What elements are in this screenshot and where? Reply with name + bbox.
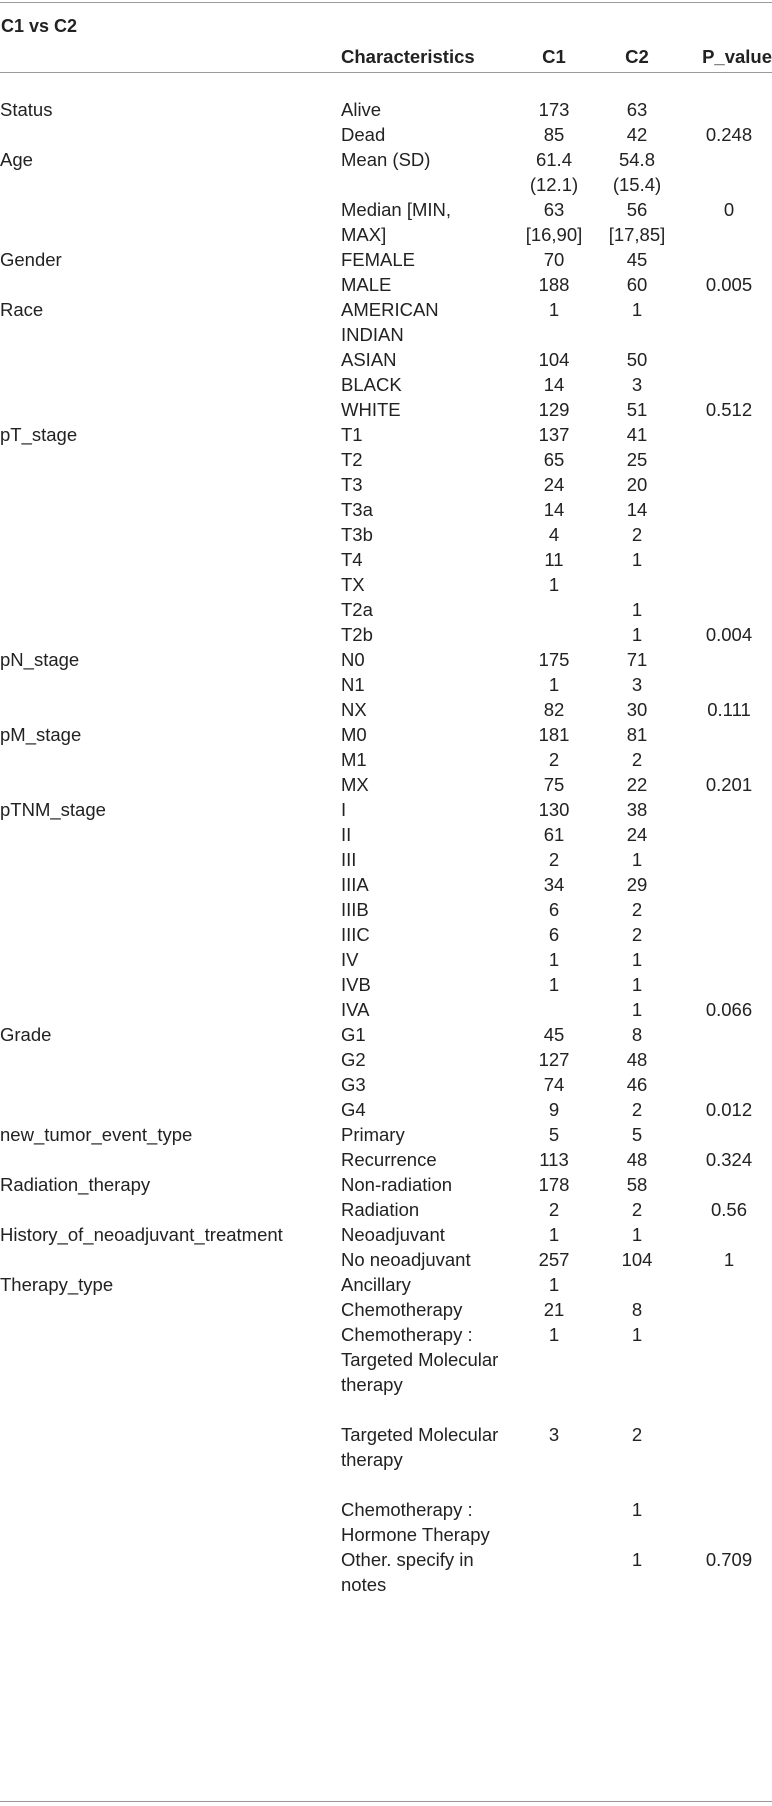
row-c2-value: 20 bbox=[626, 474, 648, 495]
row-c1-value: 82 bbox=[543, 699, 565, 720]
row-c2-value: 1 bbox=[631, 599, 643, 620]
row-c2-value: 38 bbox=[626, 799, 648, 820]
row-c1-value: 104 bbox=[538, 349, 570, 370]
row-c2-value: 3 bbox=[631, 374, 643, 395]
row-category: Targeted Molecular therapy bbox=[341, 1424, 499, 1470]
row-characteristic: Therapy_type bbox=[0, 1274, 114, 1295]
header-c1: C1 bbox=[542, 46, 566, 67]
table-row bbox=[0, 847, 772, 872]
row-c1-value: 1 bbox=[548, 1274, 560, 1295]
table-row bbox=[0, 197, 772, 247]
table-row bbox=[0, 772, 772, 797]
row-c2-value: 1 bbox=[631, 549, 643, 570]
table-row bbox=[0, 1072, 772, 1097]
top-rule bbox=[0, 2, 772, 3]
row-c1-value: 6 bbox=[548, 899, 560, 920]
row-c1-value: 113 bbox=[539, 1149, 569, 1170]
row-c2-value: 1 bbox=[631, 1549, 643, 1570]
table-row bbox=[0, 697, 772, 722]
table-row bbox=[0, 1547, 772, 1595]
table-row bbox=[0, 147, 772, 197]
table-row bbox=[0, 497, 772, 522]
row-c1-value: 173 bbox=[538, 99, 570, 120]
row-category: N1 bbox=[341, 674, 365, 695]
row-category: Dead bbox=[341, 124, 386, 145]
row-category: Chemotherapy : Hormone Therapy bbox=[341, 1499, 490, 1545]
table-row bbox=[0, 1197, 772, 1222]
table-row bbox=[0, 547, 772, 572]
row-c1-value: 21 bbox=[543, 1299, 565, 1320]
row-c1-value: 1 bbox=[548, 299, 560, 320]
row-category: WHITE bbox=[341, 399, 401, 420]
table-row bbox=[0, 972, 772, 997]
row-c1-value: 181 bbox=[538, 724, 570, 745]
table-row bbox=[0, 747, 772, 772]
row-c2-value: 30 bbox=[626, 699, 648, 720]
row-category: Other. specify in notes bbox=[341, 1549, 474, 1595]
row-c1-value: 14 bbox=[543, 499, 565, 520]
row-category: IIIB bbox=[341, 899, 369, 920]
table-row bbox=[0, 272, 772, 297]
row-c1-value: 34 bbox=[543, 874, 565, 895]
row-c1-value: 24 bbox=[543, 474, 565, 495]
table-row bbox=[0, 797, 772, 822]
header-characteristics: Characteristics bbox=[341, 46, 475, 67]
table-row bbox=[0, 97, 772, 122]
row-category: Non-radiation bbox=[341, 1174, 453, 1195]
row-c2-value: 1 bbox=[631, 974, 643, 995]
row-c2-value: 2 bbox=[631, 924, 643, 945]
table-row bbox=[0, 822, 772, 847]
row-c2-value: 8 bbox=[631, 1024, 643, 1045]
table-row bbox=[0, 472, 772, 497]
row-category: Alive bbox=[341, 99, 382, 120]
row-c2-value: 81 bbox=[626, 724, 648, 745]
row-c2-value: 24 bbox=[626, 824, 648, 845]
header-p-value: P_value bbox=[702, 46, 772, 67]
row-c1-value: 61.4 (12.1) bbox=[529, 149, 579, 195]
row-c1-value: 137 bbox=[538, 424, 570, 445]
row-c2-value: 3 bbox=[631, 674, 643, 695]
row-p-value: 0.005 bbox=[705, 274, 753, 295]
row-c2-value: 104 bbox=[621, 1249, 653, 1270]
row-c2-value: 1 bbox=[631, 299, 643, 320]
row-category: Neoadjuvant bbox=[341, 1224, 445, 1245]
row-category: T4 bbox=[341, 549, 363, 570]
row-characteristic: Radiation_therapy bbox=[0, 1174, 151, 1195]
row-category: BLACK bbox=[341, 374, 402, 395]
table-row bbox=[0, 397, 772, 422]
table-row bbox=[0, 1172, 772, 1197]
row-p-value: 1 bbox=[723, 1249, 735, 1270]
table-row bbox=[0, 922, 772, 947]
row-c1-value: 1 bbox=[548, 1224, 560, 1245]
row-characteristic: pTNM_stage bbox=[0, 799, 106, 820]
row-characteristic: History_of_neoadjuvant_treatment bbox=[0, 1224, 283, 1245]
table-row bbox=[0, 622, 772, 647]
row-c1-value: 5 bbox=[548, 1124, 560, 1145]
row-category: G4 bbox=[341, 1099, 366, 1120]
table-row bbox=[0, 247, 772, 272]
table-row bbox=[0, 1272, 772, 1297]
row-category: No neoadjuvant bbox=[341, 1249, 471, 1270]
table-row bbox=[0, 947, 772, 972]
table-row bbox=[0, 872, 772, 897]
row-category: MX bbox=[341, 774, 369, 795]
table-row bbox=[0, 1022, 772, 1047]
table-row bbox=[0, 522, 772, 547]
table-row bbox=[0, 347, 772, 372]
row-c2-value: 22 bbox=[626, 774, 648, 795]
table-row bbox=[0, 1322, 772, 1422]
row-category: Median [MIN, MAX] bbox=[341, 199, 452, 245]
row-p-value: 0.201 bbox=[705, 774, 753, 795]
row-p-value: 0.709 bbox=[705, 1549, 753, 1570]
row-category: T1 bbox=[341, 424, 363, 445]
row-category: Mean (SD) bbox=[341, 149, 431, 170]
row-c2-value: 2 bbox=[631, 1099, 643, 1120]
row-p-value: 0.56 bbox=[710, 1199, 747, 1220]
table-row bbox=[0, 372, 772, 397]
row-category: G3 bbox=[341, 1074, 366, 1095]
row-category: TX bbox=[341, 574, 365, 595]
row-c2-value: 2 bbox=[631, 524, 643, 545]
row-category: Primary bbox=[341, 1124, 405, 1145]
row-c1-value: 1 bbox=[548, 674, 560, 695]
row-c1-value: 2 bbox=[548, 749, 560, 770]
row-category: Ancillary bbox=[341, 1274, 411, 1295]
table-row bbox=[0, 672, 772, 697]
table-row bbox=[0, 897, 772, 922]
row-c2-value: 14 bbox=[626, 499, 648, 520]
table-row bbox=[0, 1497, 772, 1547]
row-p-value: 0 bbox=[723, 199, 735, 220]
row-category: T2 bbox=[341, 449, 363, 470]
row-c2-value: 25 bbox=[626, 449, 648, 470]
row-c1-value: 45 bbox=[543, 1024, 565, 1045]
row-category: T3 bbox=[341, 474, 363, 495]
row-category: NX bbox=[341, 699, 367, 720]
row-c1-value: 127 bbox=[538, 1049, 570, 1070]
table-row bbox=[0, 1422, 772, 1497]
row-c1-value: 188 bbox=[538, 274, 570, 295]
row-c2-value: 8 bbox=[631, 1299, 643, 1320]
table-row bbox=[0, 722, 772, 747]
table-row bbox=[0, 1047, 772, 1072]
row-c1-value: 70 bbox=[543, 249, 565, 270]
row-c1-value: 178 bbox=[538, 1174, 570, 1195]
table-row bbox=[0, 447, 772, 472]
row-c2-value: 50 bbox=[626, 349, 648, 370]
row-category: G1 bbox=[341, 1024, 366, 1045]
row-c2-value: 51 bbox=[626, 399, 648, 420]
row-c2-value: 1 bbox=[631, 999, 643, 1020]
row-category: ASIAN bbox=[341, 349, 397, 370]
table-row bbox=[0, 122, 772, 147]
row-c2-value: 2 bbox=[631, 749, 643, 770]
table-row bbox=[0, 572, 772, 597]
row-category: IIIC bbox=[341, 924, 370, 945]
row-c1-value: 130 bbox=[538, 799, 570, 820]
row-c2-value: 45 bbox=[626, 249, 648, 270]
row-c2-value: 48 bbox=[626, 1149, 648, 1170]
row-category: IVA bbox=[341, 999, 370, 1020]
row-c1-value: 74 bbox=[543, 1074, 565, 1095]
row-c1-value: 1 bbox=[548, 1324, 560, 1345]
table-row bbox=[0, 297, 772, 347]
row-c2-value: 48 bbox=[626, 1049, 648, 1070]
row-category: FEMALE bbox=[341, 249, 416, 270]
row-c1-value: 3 bbox=[548, 1424, 560, 1445]
bottom-rule bbox=[0, 1801, 772, 1802]
row-c2-value: 63 bbox=[626, 99, 648, 120]
row-category: T2b bbox=[341, 624, 373, 645]
row-characteristic: pM_stage bbox=[0, 724, 82, 745]
row-category: AMERICAN INDIAN bbox=[341, 299, 439, 345]
row-c2-value: 56 [17,85] bbox=[608, 199, 666, 245]
row-c2-value: 41 bbox=[626, 424, 648, 445]
row-c1-value: 1 bbox=[548, 949, 560, 970]
row-category: N0 bbox=[341, 649, 365, 670]
row-category: IVB bbox=[341, 974, 371, 995]
row-c1-value: 4 bbox=[548, 524, 560, 545]
row-c2-value: 71 bbox=[626, 649, 648, 670]
header-c2: C2 bbox=[625, 46, 649, 67]
table-row bbox=[0, 1247, 772, 1272]
header-rule bbox=[0, 72, 772, 73]
row-category: III bbox=[341, 849, 357, 870]
row-c1-value: 85 bbox=[543, 124, 565, 145]
row-characteristic: Status bbox=[0, 99, 53, 120]
row-c1-value: 2 bbox=[548, 849, 560, 870]
row-c2-value: 54.8 (15.4) bbox=[612, 149, 662, 195]
row-c1-value: 257 bbox=[538, 1249, 570, 1270]
row-c2-value: 1 bbox=[631, 624, 643, 645]
row-characteristic: pT_stage bbox=[0, 424, 78, 445]
row-p-value: 0.248 bbox=[705, 124, 753, 145]
row-c1-value: 65 bbox=[543, 449, 565, 470]
table-row bbox=[0, 422, 772, 447]
row-p-value: 0.324 bbox=[705, 1149, 753, 1170]
row-category: G2 bbox=[341, 1049, 366, 1070]
row-c2-value: 60 bbox=[626, 274, 648, 295]
row-c2-value: 1 bbox=[631, 1324, 643, 1345]
row-category: I bbox=[341, 799, 347, 820]
row-category: Radiation bbox=[341, 1199, 420, 1220]
row-c1-value: 9 bbox=[548, 1099, 560, 1120]
row-c1-value: 14 bbox=[543, 374, 565, 395]
table-row bbox=[0, 1097, 772, 1122]
row-c1-value: 75 bbox=[543, 774, 565, 795]
table-row bbox=[0, 1297, 772, 1322]
row-category: T3b bbox=[341, 524, 373, 545]
row-c2-value: 1 bbox=[631, 1224, 643, 1245]
row-characteristic: Race bbox=[0, 299, 44, 320]
row-c1-value: 175 bbox=[538, 649, 570, 670]
row-c2-value: 1 bbox=[631, 1499, 643, 1520]
table-row bbox=[0, 1222, 772, 1247]
table-title: C1 vs C2 bbox=[1, 16, 78, 36]
row-c2-value: 46 bbox=[626, 1074, 648, 1095]
row-p-value: 0.111 bbox=[707, 699, 751, 720]
row-c1-value: 11 bbox=[544, 549, 564, 570]
row-c2-value: 29 bbox=[626, 874, 648, 895]
row-category: IV bbox=[341, 949, 359, 970]
row-category: Chemotherapy : Targeted Molecular therapy bbox=[341, 1324, 499, 1395]
row-c1-value: 63 [16,90] bbox=[525, 199, 583, 245]
row-c1-value: 1 bbox=[548, 974, 560, 995]
row-c2-value: 2 bbox=[631, 1424, 643, 1445]
row-c2-value: 58 bbox=[626, 1174, 648, 1195]
row-category: T3a bbox=[341, 499, 373, 520]
table-header-row bbox=[0, 45, 772, 69]
row-characteristic: Gender bbox=[0, 249, 62, 270]
row-characteristic: new_tumor_event_type bbox=[0, 1124, 193, 1145]
row-c2-value: 42 bbox=[626, 124, 648, 145]
row-category: II bbox=[341, 824, 352, 845]
row-category: Chemotherapy bbox=[341, 1299, 463, 1320]
row-p-value: 0.004 bbox=[705, 624, 753, 645]
row-p-value: 0.066 bbox=[705, 999, 753, 1020]
row-category: Recurrence bbox=[341, 1149, 437, 1170]
table-row bbox=[0, 597, 772, 622]
row-characteristic: Age bbox=[0, 149, 33, 170]
row-c1-value: 2 bbox=[548, 1199, 560, 1220]
row-category: M1 bbox=[341, 749, 367, 770]
table-row bbox=[0, 997, 772, 1022]
row-category: M0 bbox=[341, 724, 367, 745]
row-c2-value: 1 bbox=[631, 849, 643, 870]
row-characteristic: pN_stage bbox=[0, 649, 80, 670]
table-row bbox=[0, 1147, 772, 1172]
row-c2-value: 5 bbox=[631, 1124, 643, 1145]
row-c1-value: 1 bbox=[548, 574, 560, 595]
table-row bbox=[0, 647, 772, 672]
row-c1-value: 61 bbox=[543, 824, 565, 845]
row-c2-value: 1 bbox=[631, 949, 643, 970]
row-characteristic: Grade bbox=[0, 1024, 52, 1045]
row-c2-value: 2 bbox=[631, 1199, 643, 1220]
row-c1-value: 129 bbox=[538, 399, 570, 420]
row-category: T2a bbox=[341, 599, 373, 620]
row-category: MALE bbox=[341, 274, 392, 295]
table-row bbox=[0, 1122, 772, 1147]
row-category: IIIA bbox=[341, 874, 369, 895]
row-p-value: 0.012 bbox=[705, 1099, 753, 1120]
table-body bbox=[0, 97, 772, 1595]
row-c2-value: 2 bbox=[631, 899, 643, 920]
row-c1-value: 6 bbox=[548, 924, 560, 945]
row-p-value: 0.512 bbox=[705, 399, 753, 420]
